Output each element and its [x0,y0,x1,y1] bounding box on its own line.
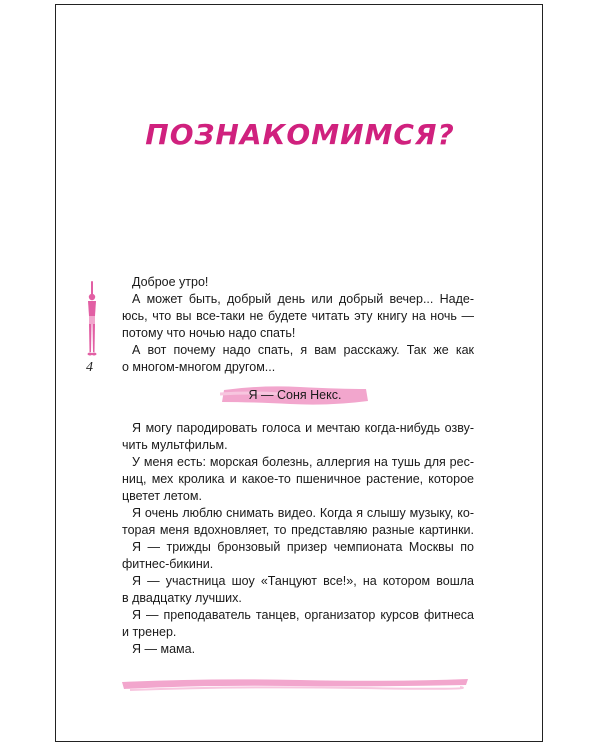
intro-line: о многом-многом другом... [122,360,276,374]
body-line: Я — мама. [132,642,196,656]
body-line: чить мультфильм. [122,438,228,452]
body-line: фитнес-бикини. [122,557,214,571]
body-line: У меня есть: морская болезнь, аллергия на тушь для рес- [132,455,474,469]
body-line: в двадцатку лучших. [122,591,242,605]
intro-line: потому что ночью надо спать! [122,326,296,340]
page-number: 4 [86,360,93,375]
body-line: ниц, мех кролика и какое-то пшеничное растение, которое [122,472,474,486]
pink-brush-stroke [120,674,470,696]
body-text [122,420,474,658]
intro-line: юсь, что вы все-таки не будете читать эту книгу на ночь — [122,309,474,323]
body-line: цветет летом. [122,489,202,503]
subheading: Я — Соня Некс. [248,388,342,402]
body-line: торая меня вдохновляет, то представляю разные картинки. [122,523,474,537]
body-line: Я — преподаватель танцев, организатор курсов фитнеса [132,608,474,622]
page-title: ПОЗНАКОМИМСЯ? [145,118,455,151]
subheading-banner [220,382,370,408]
body-line: Я очень люблю снимать видео. Когда я слышу музыку, ко- [132,506,474,520]
yoga-figure-icon [82,280,102,360]
body-line: Я — участница шоу «Танцуют все!», на котором вошла [132,574,474,588]
body-line: Я — трижды бронзовый призер чемпионата Москвы по [132,540,474,554]
intro-text [122,274,474,376]
intro-line: Доброе утро! [132,275,209,289]
intro-line: А вот почему надо спать, я вам расскажу. Так же как [132,343,474,357]
body-line: Я могу пародировать голоса и мечтаю когда-нибудь озву- [132,421,474,435]
intro-line: А может быть, добрый день или добрый вечер... Наде- [132,292,474,306]
body-line: и тренер. [122,625,177,639]
